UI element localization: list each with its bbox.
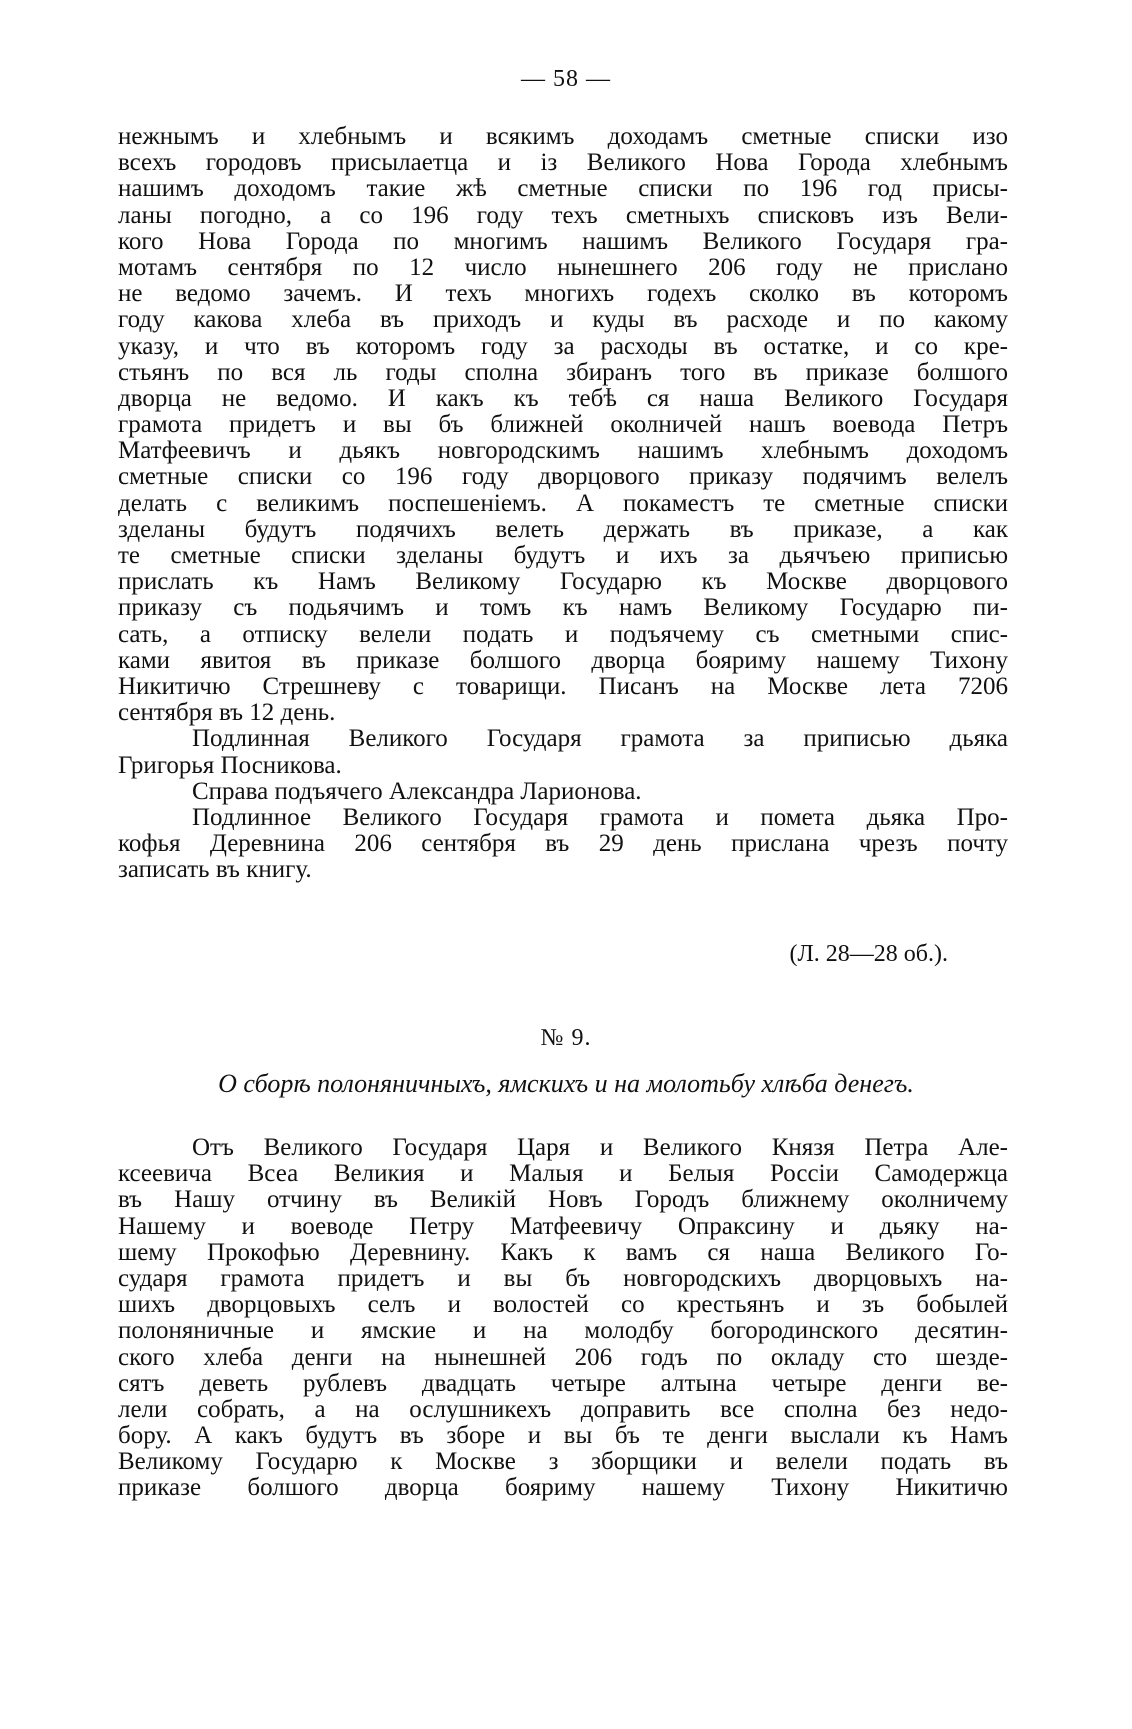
text-line: бору. А какъ будутъ въ зборе и вы бъ те денги выслали къ Намъ xyxy=(118,1422,1008,1450)
text-line: ками явитоя въ приказе болшого дворца бояриму нашему Тихону xyxy=(118,646,1008,674)
archive-citation: (Л. 28—28 об.). xyxy=(789,941,948,967)
text-line: мотамъ сентября по 12 число нынешнего 206 году не прислано xyxy=(118,253,1008,281)
text-line: грамота придетъ и вы бъ ближней околничей нашъ воевода Петръ xyxy=(118,411,1008,439)
text-line: дворца не ведомо. И какъ къ тебѣ ся наша Великого Государя xyxy=(118,384,1008,412)
text-line: сятъ деветь рублевъ двадцать четыре алтына четыре денги ве- xyxy=(118,1369,1008,1397)
text-line: записать въ книгу. xyxy=(118,856,312,884)
text-line: нашимъ доходомъ такие жѣ сметные списки по 196 год присы- xyxy=(118,175,1008,203)
text-line: не ведомо зачемъ. И техъ многихъ годехъ сколко въ которомъ xyxy=(118,280,1008,308)
text-line: Матфеевичъ и дьякъ новгородскимъ нашимъ хлебнымъ доходомъ xyxy=(118,437,1008,465)
text-line: Справа подъячего Александра Ларионова. xyxy=(192,777,642,805)
text-line: кофья Деревнина 206 сентября въ 29 день прислана чрезъ почту xyxy=(118,830,1008,858)
document-8-body xyxy=(118,124,1008,883)
text-line: лели собрать, а на ослушникехъ доправить все сполна без недо- xyxy=(118,1395,1008,1423)
text-line: сать, а отписку велели подать и подъячему съ сметными спис- xyxy=(118,620,1008,648)
page-number: — 58 — xyxy=(521,66,611,92)
text-line: ксеевича Всеа Великия и Малыя и Белыя Россіи Самодержца xyxy=(118,1160,1008,1188)
text-line: зделаны будутъ подячихъ велеть держать въ приказе, а как xyxy=(118,515,1008,543)
text-line: Подлинное Великого Государя грамота и помета дьяка Про- xyxy=(192,803,1008,831)
text-line: Григорья Посникова. xyxy=(118,751,342,779)
text-line: Подлинная Великого Государя грамота за приписью дьяка xyxy=(192,725,1008,753)
text-line: нежнымъ и хлебнымъ и всякимъ доходамъ сметные списки изо xyxy=(118,123,1008,150)
text-line: стьянъ по вся ль годы сполна збиранъ того въ приказе болшого xyxy=(118,358,1008,386)
text-line: ланы погодно, а со 196 году техъ сметныхъ списковъ изъ Вели- xyxy=(118,201,1008,229)
text-line: всехъ городовъ присылаетца и із Великого Нова Города хлебнымъ xyxy=(118,149,1008,177)
text-line: полоняничные и ямские и на молодбу богородинского десятин- xyxy=(118,1317,1008,1345)
document-number: № 9. xyxy=(540,1025,592,1051)
text-line: Великому Государю к Москве з зборщики и велели подать въ xyxy=(118,1448,1008,1476)
text-line: Отъ Великого Государя Царя и Великого Князя Петра Але- xyxy=(192,1134,1008,1161)
text-line: те сметные списки зделаны будутъ и ихъ за дьячъею приписью xyxy=(118,542,1008,569)
text-line: сентября въ 12 день. xyxy=(118,699,336,727)
document-heading: О сборѣ полоняничныхъ, ямскихъ и на молотьбу хлѣба денегъ. xyxy=(218,1069,914,1098)
text-line: сметные списки со 196 году дворцового приказу подячимъ велелъ xyxy=(118,463,1008,491)
text-line: году какова хлеба въ приходъ и куды въ расходе и по какому xyxy=(118,306,1008,334)
text-line: приказе болшого дворца бояриму нашему Тихону Никитичю xyxy=(118,1474,1008,1502)
document-9-body xyxy=(118,1135,1008,1502)
text-line: прислать къ Намъ Великому Государю къ Москве дворцового xyxy=(118,568,1008,596)
text-line: Никитичю Стрешневу с товарищи. Писанъ на Москве лета 7206 xyxy=(118,672,1008,700)
text-line: указу, и что въ которомъ году за расходы въ остатке, и со кре- xyxy=(118,332,1008,360)
text-line: шихъ дворцовыхъ селъ и волостей со крестьянъ и зъ бобылей xyxy=(118,1291,1008,1319)
text-line: шему Прокофью Деревнину. Какъ к вамъ ся наша Великого Го- xyxy=(118,1238,1008,1266)
text-line: въ Нашу отчину въ Великій Новъ Городъ ближнему околничему xyxy=(118,1186,1008,1214)
text-line: приказу съ подьячимъ и томъ къ намъ Великому Государю пи- xyxy=(118,594,1008,622)
text-line: ского хлеба денги на нынешней 206 годъ по окладу сто шезде- xyxy=(118,1343,1008,1371)
text-line: сударя грамота придетъ и вы бъ новгородскихъ дворцовыхъ на- xyxy=(118,1264,1008,1292)
text-line: Нашему и воеводе Петру Матфеевичу Опраксину и дьяку на- xyxy=(118,1212,1008,1240)
text-line: делать с великимъ поспешеніемъ. А покаместъ те сметные списки xyxy=(118,489,1008,517)
text-line: кого Нова Города по многимъ нашимъ Великого Государя гра- xyxy=(118,227,1008,255)
